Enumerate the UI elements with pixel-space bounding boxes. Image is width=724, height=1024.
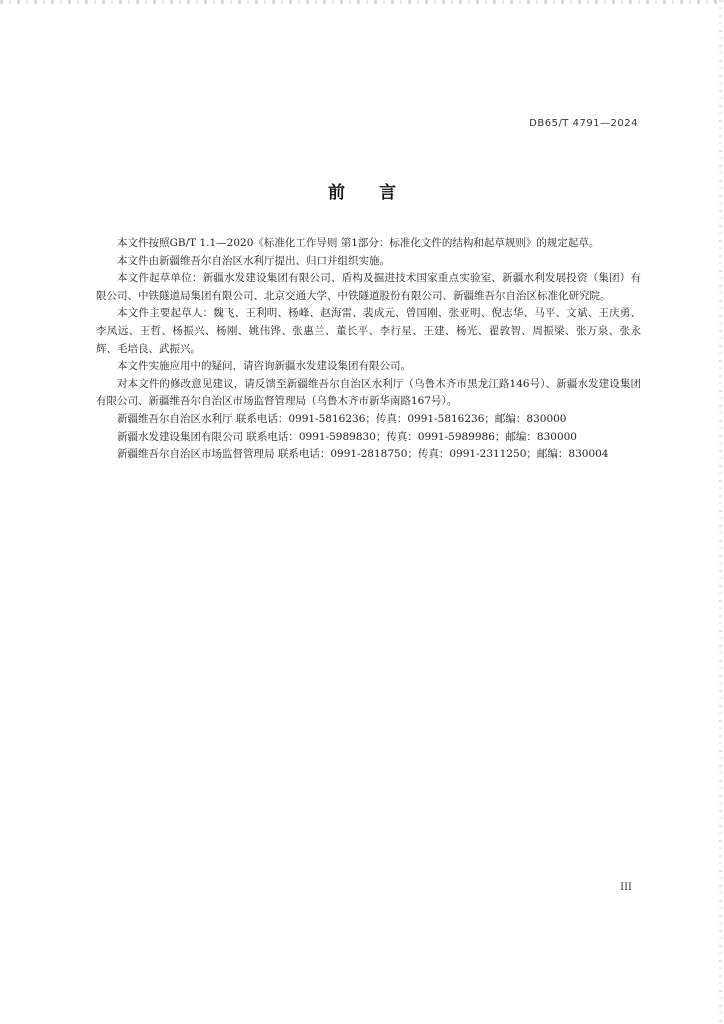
document-code: DB65/T 4791—2024 <box>529 118 638 129</box>
paragraph-inquiry: 本文件实施应用中的疑问，请咨询新疆水发建设集团有限公司。 <box>117 360 411 373</box>
paragraph-feedback: 对本文件的修改意见建议，请反馈至新疆维吾尔自治区水利厅（乌鲁木齐市黑龙江路146号）、新疆水发建设集团有限公司、新疆维吾尔自治区市场监督管理局（乌鲁木齐市新华南路167号）。 <box>96 377 641 408</box>
page-title: 前言 <box>328 183 430 203</box>
contact-line: 新疆维吾尔自治区水利厅 联系电话：0991-5816236；传真：0991-5816236；邮编：830000 <box>117 412 567 425</box>
contact-line: 新疆维吾尔自治区市场监督管理局 联系电话：0991-2818750；传真：0991-2311250；邮编：830004 <box>117 448 609 461</box>
contact-line: 新疆水发建设集团有限公司 联系电话：0991-5989830；传真：0991-5989986；邮编：830000 <box>117 430 577 443</box>
paragraph-drafting-rules: 本文件按照GB/T 1.1—2020《标准化工作导则 第1部分：标准化文件的结构和起草规则》的规定起草。 <box>117 237 600 249</box>
foreword-body <box>96 235 641 464</box>
scan-edge-top <box>0 0 724 4</box>
paragraph-drafting-units: 本文件起草单位：新疆水发建设集团有限公司、盾构及掘进技术国家重点实验室、新疆水利发展投资（集团）有限公司、中铁隧道局集团有限公司、北京交通大学、中铁隧道股份有限公司、新疆维吾尔自治区标准化研究院。 <box>96 272 641 302</box>
scan-edge-right <box>719 0 722 1024</box>
paragraph-drafters: 本文件主要起草人：魏飞、王利明、杨峰、赵海雷、裴成元、曾国刚、张亚明、倪志华、马平、文斌、王庆勇、李凤远、王哲、杨振兴、杨刚、姚伟铧、张惠兰、董长平、李行星、王建、杨光、翟敦智、周振梁、张万泉、张永辉、毛培良、武振兴。 <box>96 307 641 355</box>
paragraph-proposer: 本文件由新疆维吾尔自治区水利厅提出、归口并组织实施。 <box>117 254 390 267</box>
page-number: III <box>620 882 632 893</box>
